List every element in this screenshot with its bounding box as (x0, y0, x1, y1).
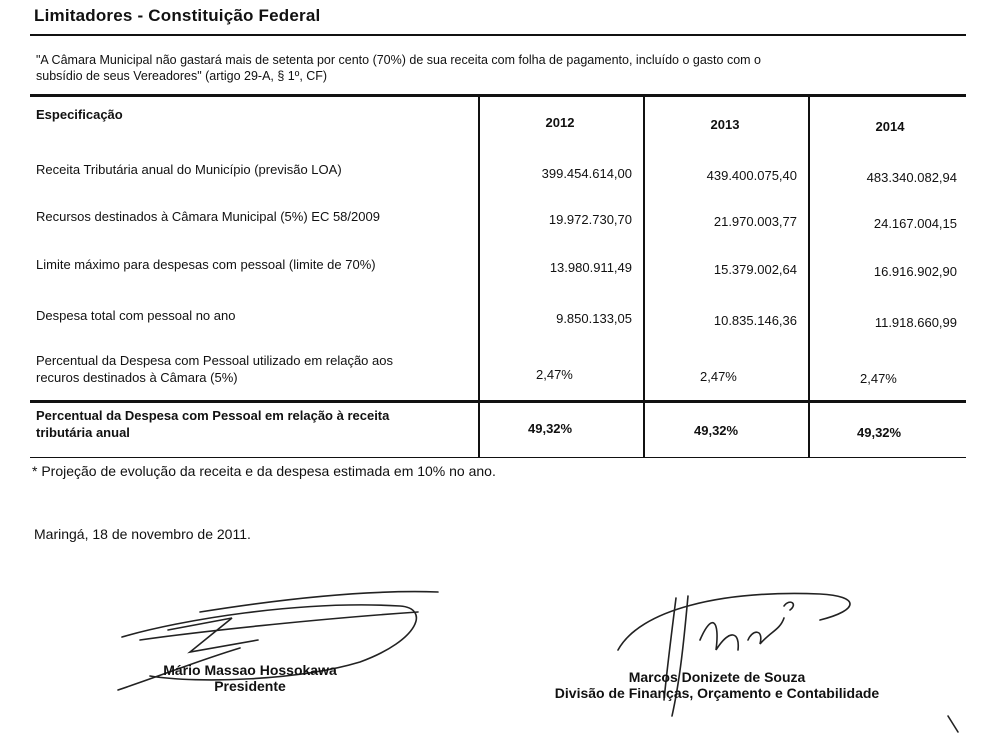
row-label-receita: Receita Tributária anual do Município (previsão LOA) (36, 162, 342, 177)
signature-left-stroke-3 (200, 592, 438, 612)
header-2014: 2014 (875, 119, 905, 134)
row-label-despesa: Despesa total com pessoal no ano (36, 308, 236, 323)
row-despesa-2012: 9.850.133,05 (556, 311, 632, 326)
row-recursos-2013: 21.970.003,77 (713, 214, 797, 229)
row-receita-2013: 439.400.075,40 (706, 168, 797, 183)
signer-right-name: Marcos Donizete de Souza (628, 669, 806, 685)
row-percentual-camara-2014: 2,47% (860, 371, 897, 386)
header-2013: 2013 (710, 117, 740, 132)
signature-right-dot (784, 602, 793, 610)
row-label-percentual-receita-line-1: Percentual da Despesa com Pessoal em relação à receita (36, 408, 390, 423)
row-percentual-camara-2012: 2,47% (536, 367, 573, 382)
signer-right (512, 669, 922, 701)
row-label-percentual-receita-line-2: tributária anual (36, 425, 130, 440)
row-limite-2012: 13.980.911,49 (549, 260, 632, 275)
place-date: Maringá, 18 de novembro de 2011. (34, 526, 251, 542)
quote-line-2: subsídio de seus Vereadores" (artigo 29-A, § 1º, CF) (36, 69, 328, 83)
signature-left-stroke-1 (140, 612, 418, 640)
row-label-percentual-camara-line-1: Percentual da Despesa com Pessoal utilizado em relação aos (36, 353, 393, 368)
row-label-limite: Limite máximo para despesas com pessoal (limite de 70%) (36, 257, 376, 272)
quote-line-1: "A Câmara Municipal não gastará mais de setenta por cento (70%) de sua receita com folha de pagamento, incluído o gasto com o (36, 53, 761, 67)
row-percentual-receita-2012: 49,32% (528, 421, 573, 436)
signature-right-tail (748, 618, 784, 644)
signer-left (130, 662, 370, 694)
row-percentual-camara-2013: 2,47% (700, 369, 737, 384)
signer-right-role: Divisão de Finanças, Orçamento e Contabilidade (554, 685, 880, 701)
row-despesa-2014: 11.918.660,99 (874, 315, 957, 330)
row-despesa-2013: 10.835.146,36 (713, 313, 797, 328)
row-limite-2014: 16.916.902,90 (873, 264, 957, 279)
signer-left-role: Presidente (214, 678, 286, 694)
corner-mark (948, 716, 958, 732)
row-percentual-receita-2014: 49,32% (857, 425, 902, 440)
signer-left-name: Mário Massao Hossokawa (163, 662, 337, 678)
row-recursos-2012: 19.972.730,70 (548, 212, 632, 227)
row-label-percentual-camara-line-2: recuros destinados à Câmara (5%) (36, 370, 238, 385)
section-title: Limitadores - Constituição Federal (34, 6, 321, 25)
footnote: * Projeção de evolução da receita e da despesa estimada em 10% no ano. (32, 463, 496, 479)
row-receita-2012: 399.454.614,00 (541, 166, 632, 181)
row-limite-2013: 15.379.002,64 (713, 262, 797, 277)
header-2012: 2012 (545, 115, 575, 130)
row-recursos-2014: 24.167.004,15 (873, 216, 957, 231)
row-percentual-receita-2013: 49,32% (694, 423, 739, 438)
row-label-recursos: Recursos destinados à Câmara Municipal (5%) EC 58/2009 (36, 209, 380, 224)
signature-right-loop (618, 593, 850, 650)
row-receita-2014: 483.340.082,94 (866, 170, 957, 185)
header-spec: Especificação (36, 107, 123, 122)
signature-right-m (700, 623, 738, 650)
